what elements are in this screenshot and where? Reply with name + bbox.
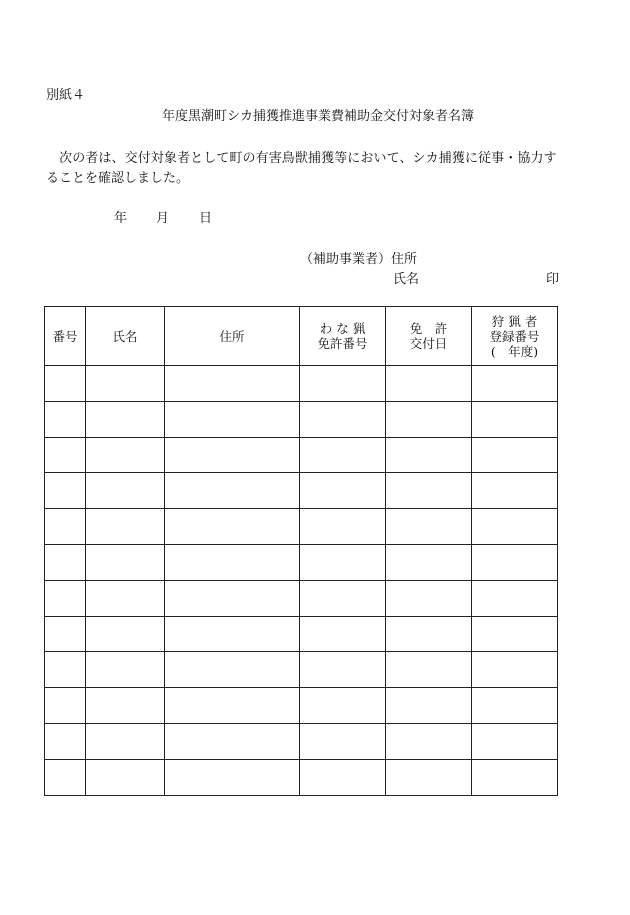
- body-text-line-1: 次の者は、交付対象者として町の有害鳥獣捕獲等において、シカ捕獲に従事・協力す: [46, 151, 557, 166]
- table-row: [45, 366, 558, 402]
- table-row: [45, 652, 558, 688]
- cell-name[interactable]: [86, 544, 165, 580]
- cell-name[interactable]: [86, 366, 165, 402]
- cell-trap-license-no[interactable]: [300, 401, 386, 437]
- date-day-label: 日: [199, 211, 213, 226]
- applicant-address-label: （補助事業者）住所: [300, 252, 418, 267]
- cell-name[interactable]: [86, 616, 165, 652]
- cell-registration-no[interactable]: [472, 437, 558, 473]
- cell-issue-date[interactable]: [386, 544, 472, 580]
- header-trap-license-line-2: 免許番号: [317, 336, 368, 351]
- page-title: 年度黒潮町シカ捕獲推進事業費補助金交付対象者名簿: [162, 109, 475, 124]
- cell-address[interactable]: [165, 544, 300, 580]
- cell-number[interactable]: [45, 509, 86, 545]
- cell-name[interactable]: [86, 688, 165, 724]
- date-month-label: 月: [156, 211, 170, 226]
- cell-number[interactable]: [45, 473, 86, 509]
- date-year-label: 年: [114, 211, 128, 226]
- cell-name[interactable]: [86, 509, 165, 545]
- header-hunter-line-2: 登録番号: [489, 328, 540, 344]
- body-text-line-2: ることを確認しました。: [46, 171, 190, 186]
- cell-registration-no[interactable]: [472, 509, 558, 545]
- applicant-name-label: 氏名: [393, 272, 420, 287]
- form-id: 別紙４: [46, 88, 86, 103]
- cell-address[interactable]: [165, 473, 300, 509]
- cell-issue-date[interactable]: [386, 509, 472, 545]
- table-body: [45, 366, 558, 796]
- header-hunter-line-1: 狩 猟 者: [491, 313, 538, 329]
- cell-registration-no[interactable]: [472, 616, 558, 652]
- cell-trap-license-no[interactable]: [300, 723, 386, 759]
- cell-registration-no[interactable]: [472, 580, 558, 616]
- cell-issue-date[interactable]: [386, 366, 472, 402]
- cell-registration-no[interactable]: [472, 366, 558, 402]
- cell-registration-no[interactable]: [472, 723, 558, 759]
- table-row: [45, 759, 558, 795]
- cell-name[interactable]: [86, 437, 165, 473]
- cell-registration-no[interactable]: [472, 544, 558, 580]
- table-row: [45, 544, 558, 580]
- cell-issue-date[interactable]: [386, 759, 472, 795]
- cell-trap-license-no[interactable]: [300, 759, 386, 795]
- cell-name[interactable]: [86, 473, 165, 509]
- cell-issue-date[interactable]: [386, 652, 472, 688]
- cell-address[interactable]: [165, 401, 300, 437]
- cell-issue-date[interactable]: [386, 580, 472, 616]
- cell-name[interactable]: [86, 759, 165, 795]
- cell-number[interactable]: [45, 688, 86, 724]
- cell-number[interactable]: [45, 401, 86, 437]
- table-row: [45, 616, 558, 652]
- cell-address[interactable]: [165, 437, 300, 473]
- table-row: [45, 401, 558, 437]
- cell-trap-license-no[interactable]: [300, 580, 386, 616]
- table-row: [45, 723, 558, 759]
- table-row: [45, 580, 558, 616]
- cell-number[interactable]: [45, 544, 86, 580]
- header-name: 氏名: [86, 307, 165, 366]
- cell-issue-date[interactable]: [386, 473, 472, 509]
- cell-trap-license-no[interactable]: [300, 652, 386, 688]
- header-hunter-registration: [472, 307, 558, 366]
- cell-trap-license-no[interactable]: [300, 473, 386, 509]
- cell-address[interactable]: [165, 652, 300, 688]
- cell-number[interactable]: [45, 723, 86, 759]
- header-hunter-line-3: ( 年度): [490, 343, 539, 359]
- header-address: 住所: [165, 307, 300, 366]
- cell-number[interactable]: [45, 580, 86, 616]
- cell-trap-license-no[interactable]: [300, 509, 386, 545]
- cell-name[interactable]: [86, 652, 165, 688]
- cell-address[interactable]: [165, 723, 300, 759]
- cell-issue-date[interactable]: [386, 437, 472, 473]
- table-header-row: [45, 307, 558, 366]
- cell-number[interactable]: [45, 759, 86, 795]
- cell-address[interactable]: [165, 616, 300, 652]
- cell-issue-date[interactable]: [386, 616, 472, 652]
- cell-registration-no[interactable]: [472, 401, 558, 437]
- seal-label: 印: [546, 272, 560, 287]
- header-license-line-2: 交付日: [409, 336, 448, 351]
- header-license-issue-date: [386, 307, 472, 366]
- cell-issue-date[interactable]: [386, 401, 472, 437]
- cell-issue-date[interactable]: [386, 723, 472, 759]
- cell-name[interactable]: [86, 401, 165, 437]
- cell-registration-no[interactable]: [472, 652, 558, 688]
- cell-trap-license-no[interactable]: [300, 616, 386, 652]
- cell-issue-date[interactable]: [386, 688, 472, 724]
- cell-address[interactable]: [165, 759, 300, 795]
- cell-address[interactable]: [165, 509, 300, 545]
- cell-registration-no[interactable]: [472, 473, 558, 509]
- header-trap-license: [300, 307, 386, 366]
- cell-name[interactable]: [86, 723, 165, 759]
- cell-registration-no[interactable]: [472, 759, 558, 795]
- cell-address[interactable]: [165, 580, 300, 616]
- cell-number[interactable]: [45, 616, 86, 652]
- table-row: [45, 473, 558, 509]
- cell-trap-license-no[interactable]: [300, 366, 386, 402]
- roster-table: [44, 306, 558, 796]
- header-number: 番号: [45, 307, 86, 366]
- cell-address[interactable]: [165, 688, 300, 724]
- cell-number[interactable]: [45, 366, 86, 402]
- table-row: [45, 509, 558, 545]
- cell-name[interactable]: [86, 580, 165, 616]
- table-row: [45, 437, 558, 473]
- cell-address[interactable]: [165, 366, 300, 402]
- cell-trap-license-no[interactable]: [300, 688, 386, 724]
- cell-number[interactable]: [45, 652, 86, 688]
- header-license-line-1: 免 許: [409, 321, 448, 336]
- cell-trap-license-no[interactable]: [300, 437, 386, 473]
- cell-registration-no[interactable]: [472, 688, 558, 724]
- header-trap-license-line-1: わ な 猟: [319, 321, 366, 336]
- cell-number[interactable]: [45, 437, 86, 473]
- table-row: [45, 688, 558, 724]
- cell-trap-license-no[interactable]: [300, 544, 386, 580]
